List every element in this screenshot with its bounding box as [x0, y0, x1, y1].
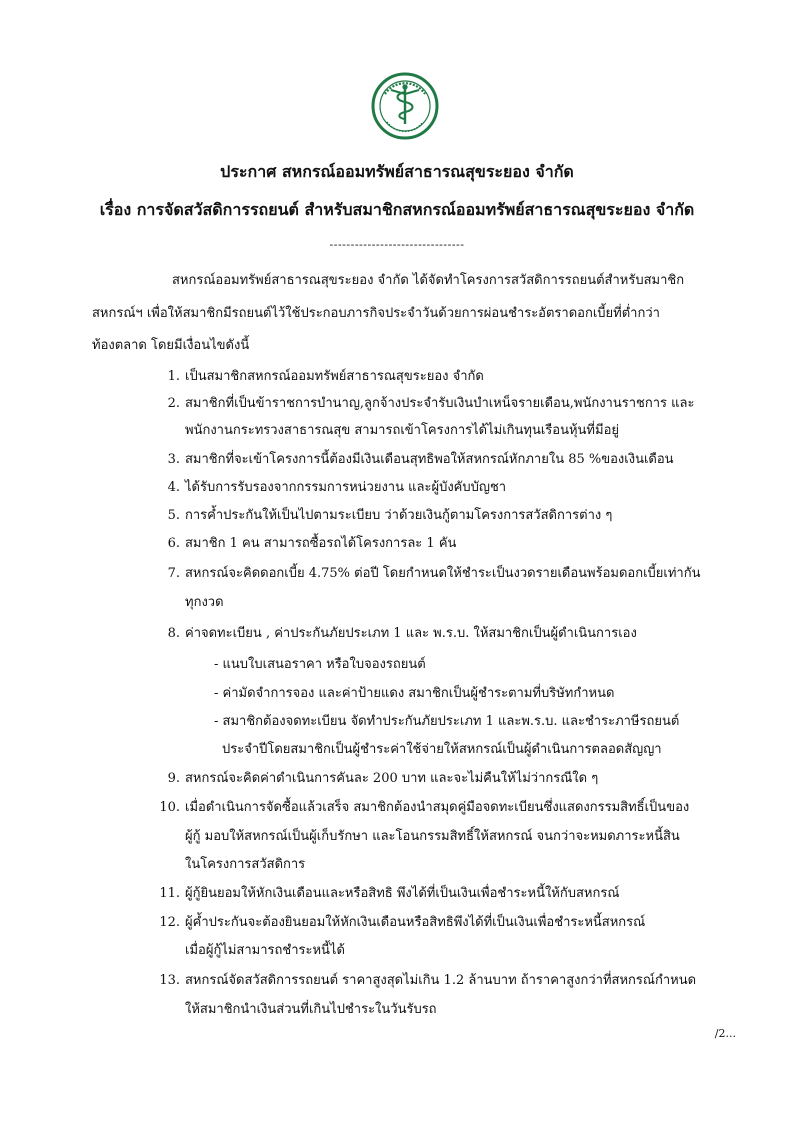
- list-item-continued: ทุกงวด: [185, 595, 224, 610]
- list-item-continued: ให้สมาชิกนำเงินส่วนที่เกินไปชำระในวันรับรถ: [185, 1002, 437, 1017]
- item-number: 2.: [167, 396, 180, 411]
- list-item: สหกรณ์จัดสวัสดิการรถยนต์ ราคาสูงสุดไม่เกิน 1.2 ล้านบาท ถ้าราคาสูงกว่าที่สหกรณ์กำหนด: [185, 973, 697, 988]
- divider: --------------------------------: [329, 238, 465, 251]
- item-number: 5.: [167, 508, 180, 523]
- item-number: 1.: [167, 369, 180, 384]
- intro-line: ท้องตลาด โดยมีเงื่อนไขดังนี้: [92, 338, 250, 353]
- item-number: 8.: [167, 626, 180, 641]
- item-number: 6.: [167, 536, 180, 551]
- item-number: 12.: [159, 915, 180, 930]
- list-item: สหกรณ์จะคิดค่าดำเนินการคันละ 200 บาท และจะไม่คืนให้ไม่ว่ากรณีใด ๆ: [185, 771, 599, 786]
- item-number: 4.: [167, 480, 180, 495]
- list-item-continued: เมื่อผู้กู้ไม่สามารถชำระหนี้ได้: [185, 943, 345, 958]
- cooperative-logo-icon: [371, 72, 439, 140]
- announcement-title: ประกาศ สหกรณ์ออมทรัพย์สาธารณสุขระยอง จำกัด: [220, 162, 574, 181]
- list-item: การค้ำประกันให้เป็นไปตามระเบียบ ว่าด้วยเงินกู้ตามโครงการสวัสดิการต่าง ๆ: [185, 508, 613, 523]
- list-item: สมาชิก 1 คน สามารถซื้อรถได้โครงการละ 1 คัน: [185, 536, 457, 551]
- item-number: 11.: [159, 886, 180, 901]
- announcement-subject: เรื่อง การจัดสวัสดิการรถยนต์ สำหรับสมาชิกสหกรณ์ออมทรัพย์สาธารณสุขระยอง จำกัด: [99, 200, 695, 219]
- list-item: ค่าจดทะเบียน , ค่าประกันภัยประเภท 1 และ พ.ร.บ. ให้สมาชิกเป็นผู้ดำเนินการเอง: [185, 626, 637, 641]
- intro-line: สหกรณ์ออมทรัพย์สาธารณสุขระยอง จำกัด ได้จัดทำโครงการสวัสดิการรถยนต์สำหรับสมาชิก: [172, 273, 685, 288]
- list-item: ผู้กู้ยินยอมให้หักเงินเดือนและหรือสิทธิ พึงได้ที่เป็นเงินเพื่อชำระหนี้ให้กับสหกรณ์: [185, 886, 620, 901]
- item-number: 10.: [159, 800, 180, 815]
- list-item: สมาชิกที่จะเข้าโครงการนี้ต้องมีเงินเดือนสุทธิพอให้สหกรณ์หักภายใน 85 %ของเงินเดือน: [185, 452, 674, 467]
- item-number: 9.: [167, 771, 180, 786]
- list-item-continued: ผู้กู้ มอบให้สหกรณ์เป็นผู้เก็บรักษา และโอนกรรมสิทธิ์ให้สหกรณ์ จนกว่าจะหมดภาระหนี้สิน: [185, 829, 680, 844]
- list-item: เมื่อดำเนินการจัดซื้อแล้วเสร็จ สมาชิกต้องนำสมุดคู่มือจดทะเบียนซึ่งแสดงกรรมสิทธิ์เป็นของ: [185, 800, 690, 815]
- list-item: สมาชิกที่เป็นข้าราชการบำนาญ,ลูกจ้างประจำรับเงินบำเหน็จรายเดือน,พนักงานราชการ และ: [185, 396, 695, 411]
- list-item: ผู้ค้ำประกันจะต้องยินยอมให้หักเงินเดือนหรือสิทธิพึงได้ที่เป็นเงินเพื่อชำระหนี้สหกรณ์: [185, 915, 646, 930]
- list-item: เป็นสมาชิกสหกรณ์ออมทรัพย์สาธารณสุขระยอง จำกัด: [185, 369, 484, 384]
- sub-item: - ค่ามัดจำการจอง และค่าป้ายแดง สมาชิกเป็นผู้ชำระตามที่บริษัทกำหนด: [214, 686, 615, 701]
- item-number: 3.: [167, 452, 180, 467]
- sub-item-continued: ประจำปีโดยสมาชิกเป็นผู้ชำระค่าใช้จ่ายให้สหกรณ์เป็นผู้ดำเนินการตลอดสัญญา: [222, 742, 662, 757]
- item-number: 7.: [167, 566, 180, 581]
- list-item-continued: ในโครงการสวัสดิการ: [185, 857, 306, 872]
- next-page-marker: /2...: [714, 1027, 736, 1040]
- sub-item: - สมาชิกต้องจดทะเบียน จัดทำประกันภัยประเภท 1 และพ.ร.บ. และชำระภาษีรถยนต์: [214, 714, 680, 729]
- list-item: ได้รับการรับรองจากกรรมการหน่วยงาน และผู้บังคับบัญชา: [185, 480, 507, 495]
- sub-item: - แนบใบเสนอราคา หรือใบจองรถยนต์: [214, 657, 426, 672]
- list-item: สหกรณ์จะคิดดอกเบี้ย 4.75% ต่อปี โดยกำหนดให้ชำระเป็นงวดรายเดือนพร้อมดอกเบี้ยเท่ากัน: [185, 566, 701, 581]
- list-item-continued: พนักงานกระทรวงสาธารณสุข สามารถเข้าโครงการได้ไม่เกินทุนเรือนหุ้นที่มีอยู่: [185, 423, 619, 438]
- item-number: 13.: [159, 973, 180, 988]
- intro-line: สหกรณ์ฯ เพื่อให้สมาชิกมีรถยนต์ไว้ใช้ประกอบภารกิจประจำวันด้วยการผ่อนชำระอัตราดอกเบี้ยที่ต่ำกว่า: [92, 306, 660, 321]
